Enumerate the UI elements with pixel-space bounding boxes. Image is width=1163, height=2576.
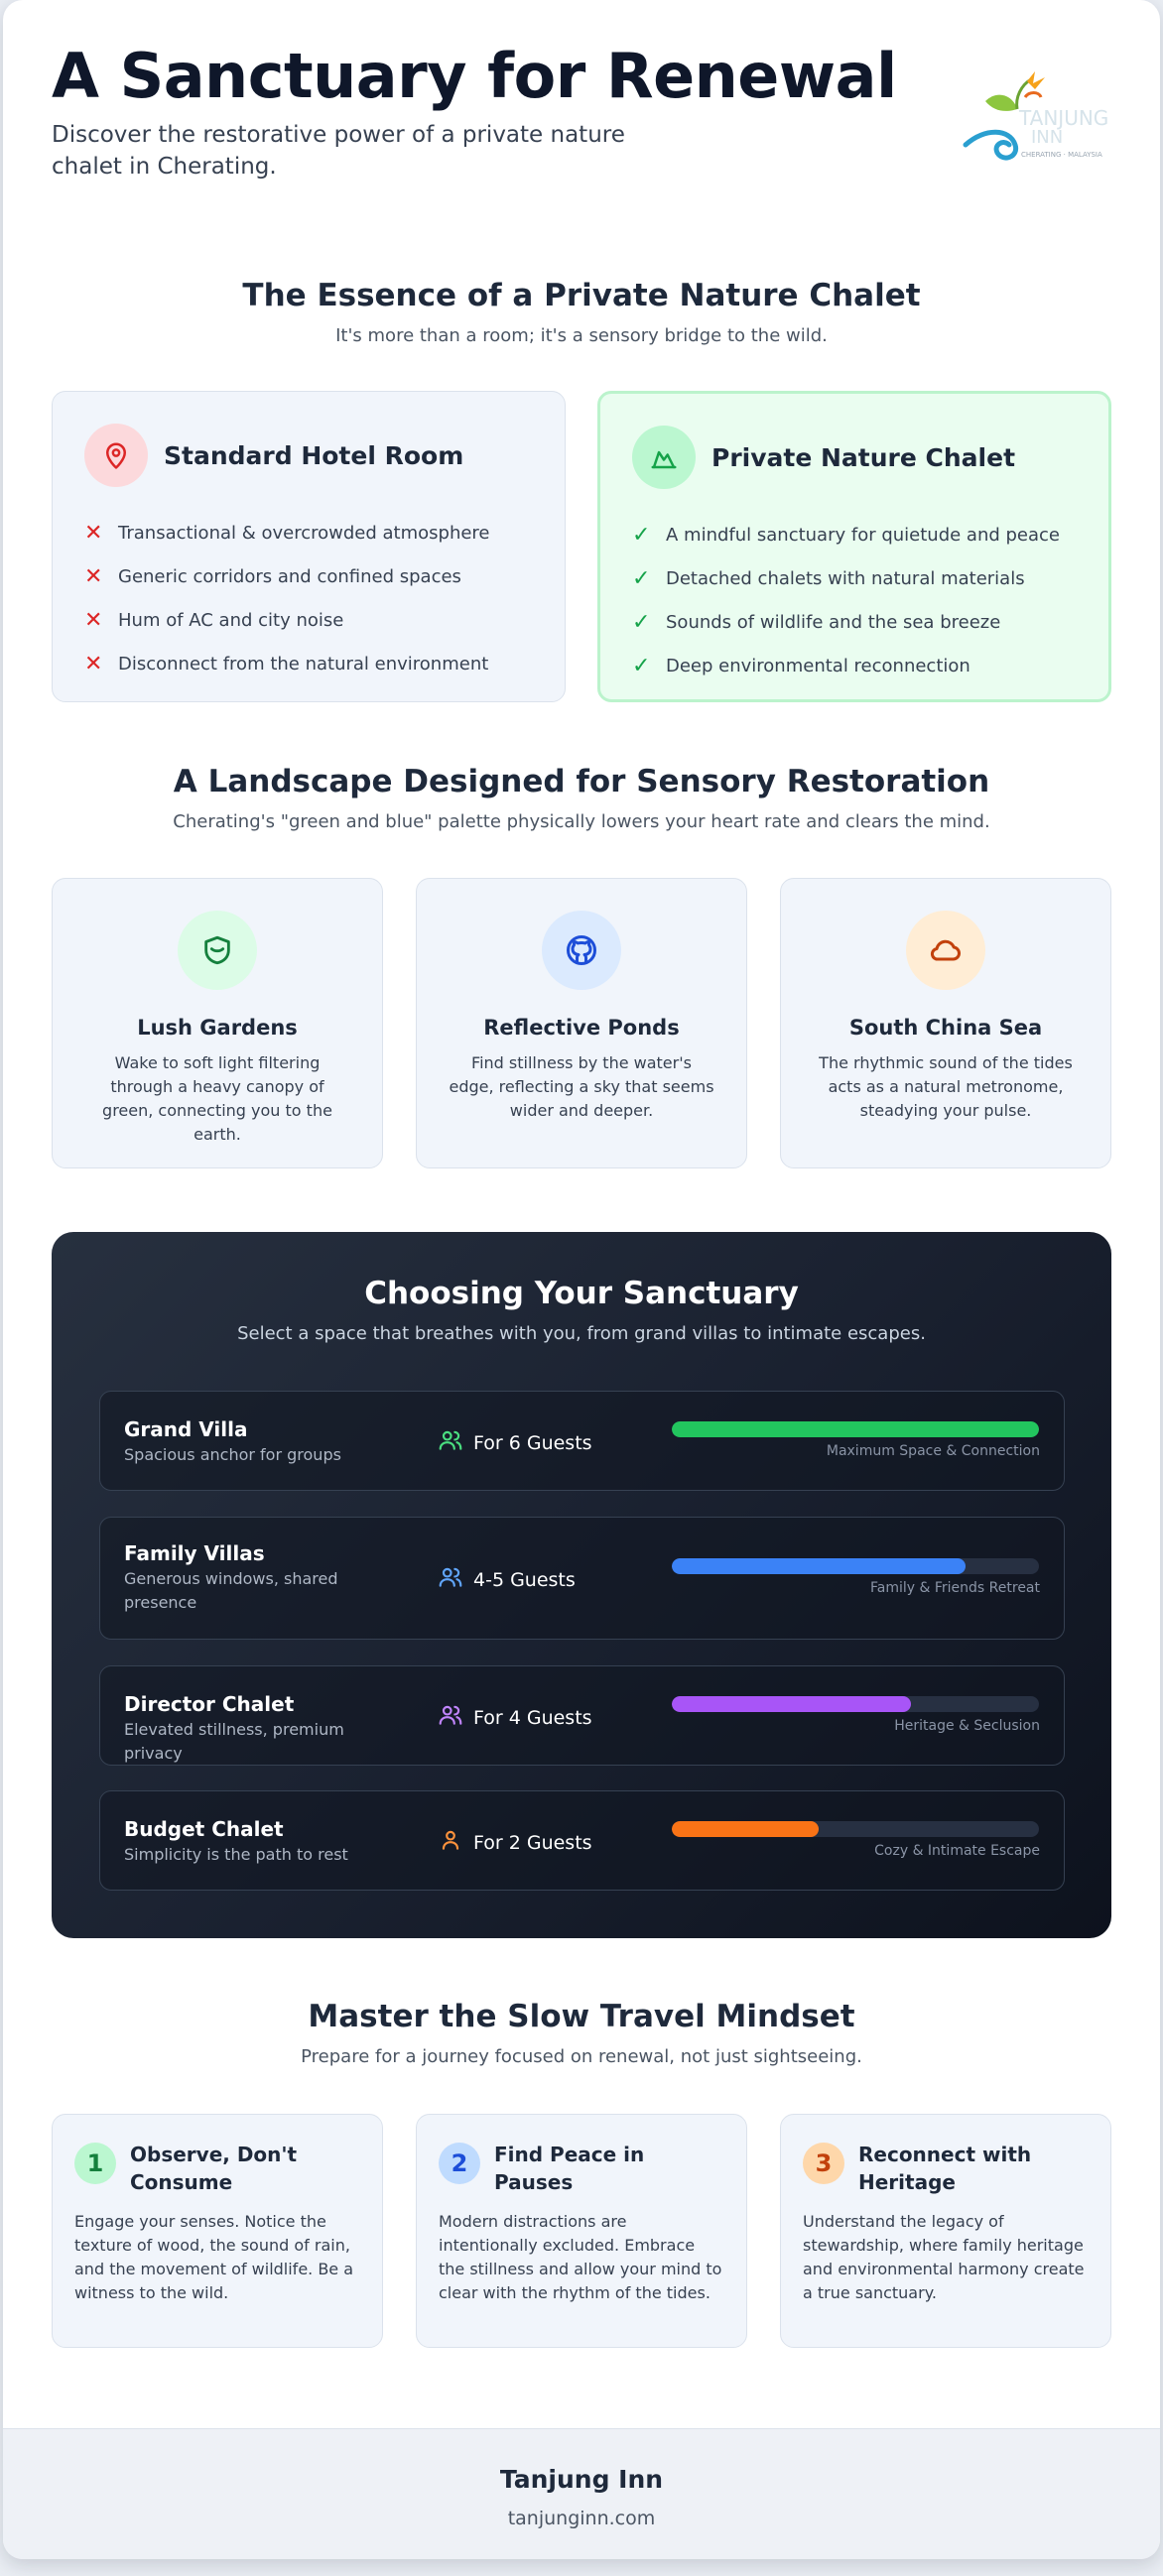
feature-card-gardens bbox=[52, 878, 383, 1168]
standard-room-card bbox=[52, 391, 566, 702]
option-level-bar bbox=[672, 1558, 1039, 1574]
feature-desc: Wake to soft light filtering through a heavy canopy of green, connecting you to the earth. bbox=[102, 1053, 332, 1144]
essence-header bbox=[52, 278, 1111, 346]
nature-chalet-list bbox=[632, 513, 1077, 687]
option-family-villas[interactable] bbox=[99, 1517, 1065, 1640]
option-label: Family & Friends Retreat bbox=[870, 1580, 1040, 1596]
option-name: Director Chalet bbox=[124, 1692, 295, 1716]
check-icon: ✓ bbox=[632, 522, 651, 548]
option-level-bar bbox=[672, 1421, 1039, 1437]
option-budget-chalet[interactable] bbox=[99, 1790, 1065, 1891]
sanctuary-panel bbox=[52, 1232, 1111, 1938]
check-icon: ✓ bbox=[632, 653, 651, 678]
mindset-header bbox=[52, 1999, 1111, 2067]
sanctuary-title: Choosing Your Sanctuary bbox=[364, 1276, 799, 1311]
step-desc: Understand the legacy of stewardship, where family heritage and environmental harmony create a true sanctuary. bbox=[803, 2212, 1085, 2302]
list-item: ✕ Transactional & overcrowded atmosphere bbox=[84, 520, 490, 546]
step-number: 1 bbox=[74, 2143, 116, 2184]
sanctuary-subtitle: Select a space that breathes with you, from grand villas to intimate escapes. bbox=[237, 1323, 926, 1344]
step-title: Observe, Don't Consume bbox=[130, 2143, 298, 2194]
standard-room-title: Standard Hotel Room bbox=[164, 440, 464, 470]
list-item: ✓ Deep environmental reconnection bbox=[632, 653, 970, 678]
step-card-1 bbox=[52, 2114, 383, 2348]
landscape-subtitle: Cherating's "green and blue" palette physically lowers your heart rate and clears the mind. bbox=[173, 811, 990, 832]
feature-title: South China Sea bbox=[848, 1016, 1043, 1040]
users-icon bbox=[438, 1702, 463, 1733]
feature-card-ponds bbox=[416, 878, 747, 1168]
step-title: Reconnect with Heritage bbox=[858, 2143, 1032, 2194]
step-desc: Engage your senses. Notice the texture of wood, the sound of rain, and the movement of wildlife. Be a witness to the wild. bbox=[74, 2212, 354, 2302]
list-item: ✕ Hum of AC and city noise bbox=[84, 607, 344, 633]
map-pin-icon bbox=[84, 424, 148, 487]
user-icon bbox=[438, 1827, 463, 1858]
check-icon: ✓ bbox=[632, 565, 651, 591]
option-label: Cozy & Intimate Escape bbox=[874, 1843, 1040, 1859]
nature-chalet-card bbox=[597, 391, 1111, 702]
option-name: Budget Chalet bbox=[124, 1817, 284, 1841]
page-subtitle: Discover the restorative power of a private nature chalet in Cherating. bbox=[52, 122, 625, 180]
footer-brand: Tanjung Inn bbox=[499, 2465, 664, 2494]
footer bbox=[3, 2428, 1160, 2559]
page-title: A Sanctuary for Renewal bbox=[52, 40, 897, 112]
feature-card-sea bbox=[780, 878, 1111, 1168]
check-icon: ✓ bbox=[632, 609, 651, 635]
feature-desc: Find stillness by the water's edge, reflecting a sky that seems wider and deeper. bbox=[449, 1053, 714, 1120]
option-desc: Elevated stillness, premium privacy bbox=[124, 1720, 344, 1763]
essence-subtitle: It's more than a room; it's a sensory bridge to the wild. bbox=[335, 325, 828, 346]
option-guests: For 4 Guests bbox=[438, 1702, 592, 1733]
mountain-icon bbox=[632, 426, 696, 489]
step-card-2 bbox=[416, 2114, 747, 2348]
option-label: Heritage & Seclusion bbox=[894, 1718, 1040, 1734]
step-number: 2 bbox=[439, 2143, 480, 2184]
feature-title: Reflective Ponds bbox=[483, 1016, 680, 1040]
option-guests: For 2 Guests bbox=[438, 1827, 592, 1858]
landscape-title: A Landscape Designed for Sensory Restoration bbox=[173, 764, 990, 799]
infographic-page bbox=[3, 0, 1160, 2559]
list-item: ✕ Disconnect from the natural environment bbox=[84, 651, 489, 676]
shield-leaf-icon bbox=[178, 911, 257, 990]
mindset-subtitle: Prepare for a journey focused on renewal, not just sightseeing. bbox=[301, 2046, 862, 2067]
nature-chalet-title: Private Nature Chalet bbox=[711, 442, 1016, 472]
landscape-header bbox=[52, 764, 1111, 832]
list-item: ✓ Detached chalets with natural materials bbox=[632, 565, 1025, 591]
svg-text:TANJUNG: TANJUNG bbox=[1019, 106, 1109, 130]
cross-icon: ✕ bbox=[84, 520, 103, 546]
svg-text:CHERATING · MALAYSIA: CHERATING · MALAYSIA bbox=[1021, 151, 1102, 159]
step-card-3 bbox=[780, 2114, 1111, 2348]
feature-desc: The rhythmic sound of the tides acts as a natural metronome, steadying your pulse. bbox=[819, 1053, 1073, 1120]
option-name: Grand Villa bbox=[124, 1417, 248, 1441]
option-desc: Simplicity is the path to rest bbox=[124, 1845, 348, 1864]
github-icon bbox=[542, 911, 621, 990]
users-icon bbox=[438, 1564, 463, 1595]
option-grand-villa[interactable] bbox=[99, 1391, 1065, 1491]
option-guests: For 6 Guests bbox=[438, 1427, 592, 1458]
list-item: ✓ Sounds of wildlife and the sea breeze bbox=[632, 609, 1001, 635]
option-desc: Generous windows, shared presence bbox=[124, 1569, 338, 1612]
standard-room-list bbox=[84, 511, 533, 685]
option-level-bar bbox=[672, 1821, 1039, 1837]
footer-link[interactable]: tanjunginn.com bbox=[507, 2508, 656, 2529]
step-desc: Modern distractions are intentionally excluded. Embrace the stillness and allow your mind to clear with the rhythm of the tides. bbox=[439, 2212, 722, 2302]
cloud-icon bbox=[906, 911, 985, 990]
svg-text:INN: INN bbox=[1031, 127, 1064, 148]
step-number: 3 bbox=[803, 2143, 844, 2184]
list-item: ✕ Generic corridors and confined spaces bbox=[84, 563, 461, 589]
list-item: ✓ A mindful sanctuary for quietude and peace bbox=[632, 522, 1061, 548]
tanjung-inn-logo bbox=[956, 67, 1114, 167]
cross-icon: ✕ bbox=[84, 651, 103, 676]
step-title: Find Peace in Pauses bbox=[494, 2143, 645, 2194]
mindset-title: Master the Slow Travel Mindset bbox=[308, 1999, 855, 2034]
option-level-bar bbox=[672, 1696, 1039, 1712]
option-name: Family Villas bbox=[124, 1541, 265, 1565]
feature-title: Lush Gardens bbox=[137, 1016, 298, 1040]
option-guests: 4-5 Guests bbox=[438, 1564, 576, 1595]
option-desc: Spacious anchor for groups bbox=[124, 1445, 341, 1464]
users-icon bbox=[438, 1427, 463, 1458]
cross-icon: ✕ bbox=[84, 607, 103, 633]
essence-title: The Essence of a Private Nature Chalet bbox=[242, 278, 921, 313]
option-label: Maximum Space & Connection bbox=[826, 1443, 1040, 1459]
option-director-chalet[interactable] bbox=[99, 1665, 1065, 1766]
cross-icon: ✕ bbox=[84, 563, 103, 589]
